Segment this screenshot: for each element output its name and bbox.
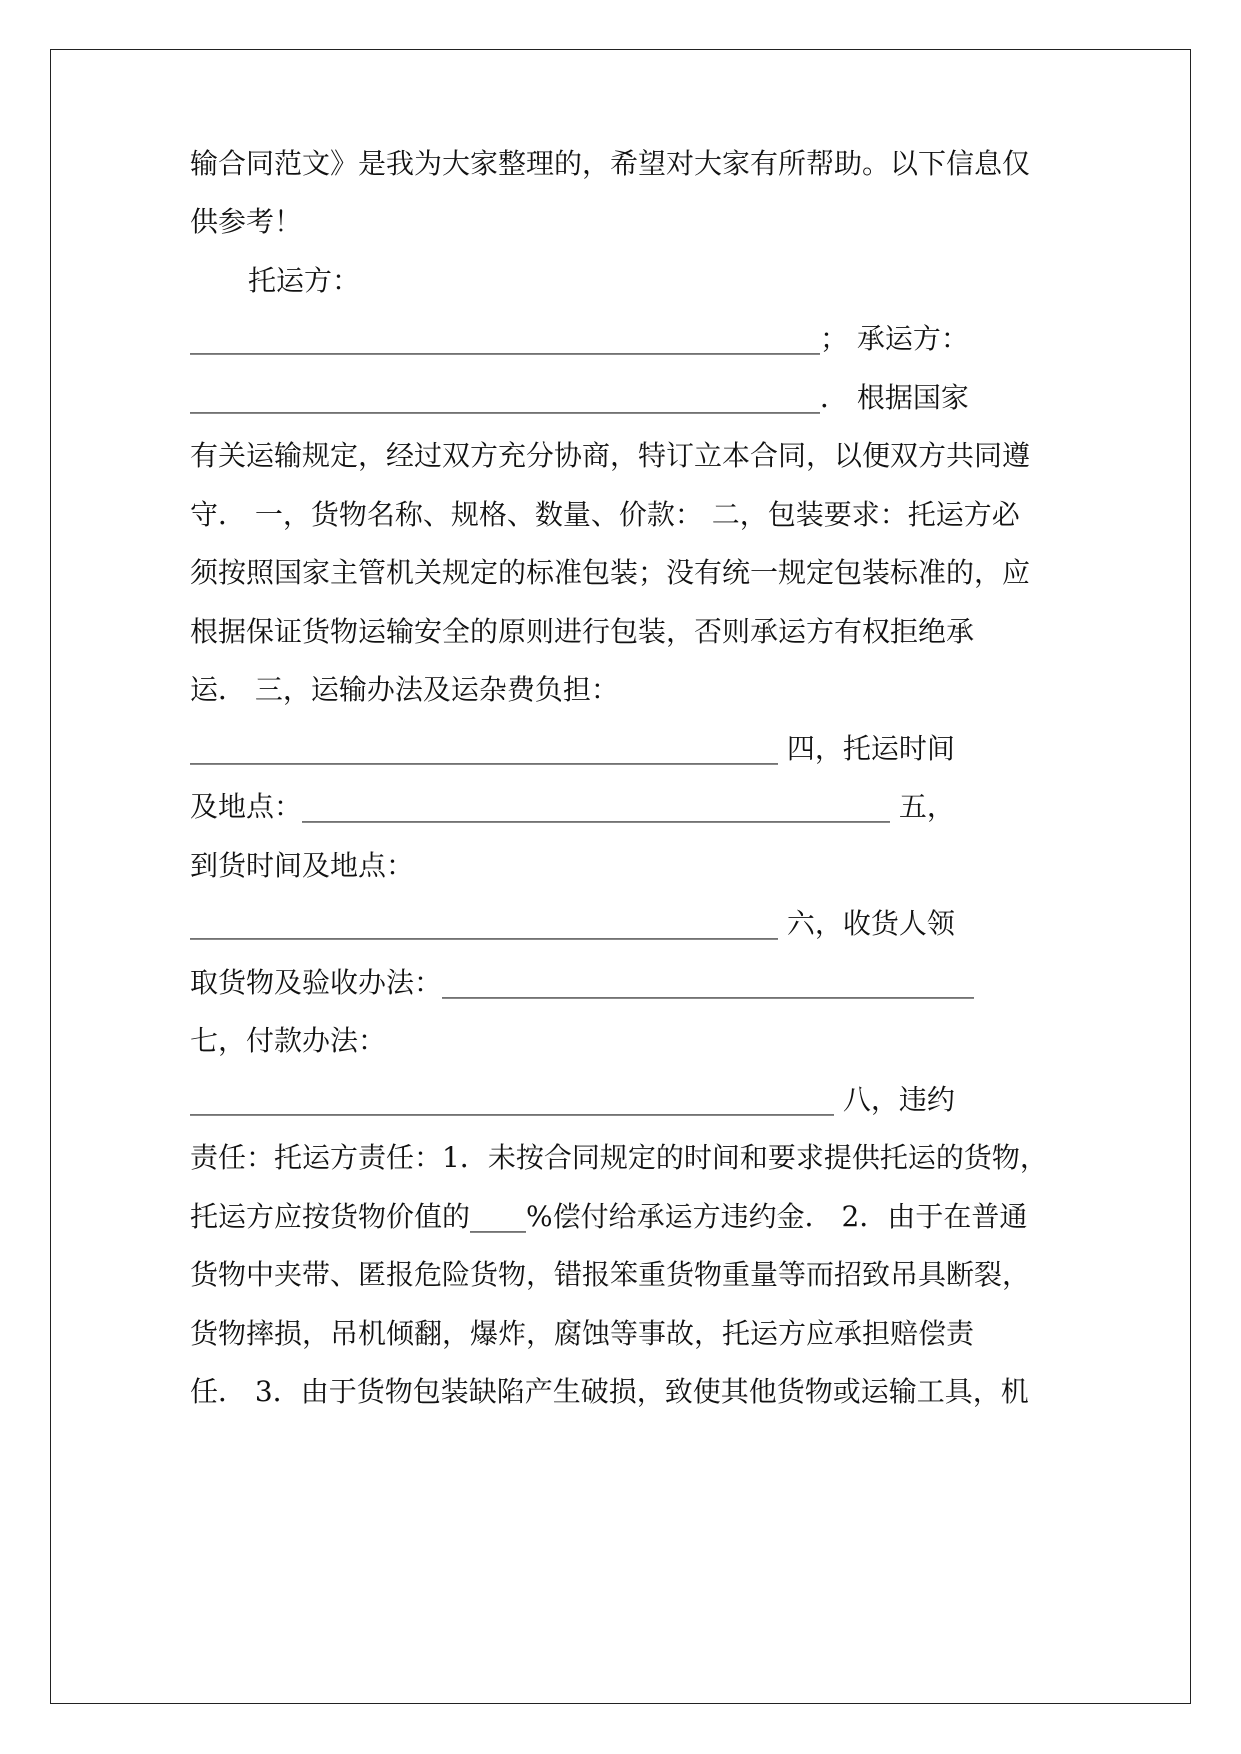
text-line: __________________________________________ 四，托运时间 bbox=[190, 732, 955, 765]
text-line: 到货时间及地点： bbox=[190, 849, 415, 882]
text-line: 有关运输规定，经过双方充分协商，特订立本合同，以便双方共同遵 bbox=[190, 439, 1031, 472]
text-line: 取货物及验收办法：______________________________________ bbox=[190, 966, 975, 999]
text-line: 七，付款办法： bbox=[190, 1024, 387, 1057]
text-line: 根据保证货物运输安全的原则进行包装，否则承运方有权拒绝承 bbox=[190, 615, 975, 648]
text-line: 货物中夹带、匿报危险货物，错报笨重货物重量等而招致吊具断裂， bbox=[190, 1258, 1031, 1291]
text-line: 托运方： bbox=[248, 264, 361, 297]
text-line: __________________________________________ 六，收货人领 bbox=[190, 907, 955, 940]
text-line: 货物摔损，吊机倾翻，爆炸，腐蚀等事故，托运方应承担赔偿责 bbox=[190, 1317, 975, 1350]
text-line: _____________________________________________； 承运方： bbox=[190, 322, 969, 355]
text-line: _____________________________________________． 根据国家 bbox=[190, 381, 969, 414]
text-line: 须按照国家主管机关规定的标准包装；没有统一规定包装标准的，应 bbox=[190, 556, 1031, 589]
text-line: 及地点：__________________________________________ 五， bbox=[190, 790, 955, 823]
text-line: 托运方应按货物价值的____%偿付给承运方违约金． 2．由于在普通 bbox=[190, 1200, 1028, 1233]
text-line: 责任：托运方责任：1．未按合同规定的时间和要求提供托运的货物， bbox=[190, 1141, 1048, 1174]
text-line: ______________________________________________ 八，违约 bbox=[190, 1083, 955, 1116]
text-line: 供参考！ bbox=[190, 205, 303, 238]
text-line: 守． 一，货物名称、规格、数量、价款： 二，包装要求：托运方必 bbox=[190, 498, 1020, 531]
text-line: 运． 三，运输办法及运杂费负担： bbox=[190, 673, 619, 706]
text-line: 输合同范文》是我为大家整理的，希望对大家有所帮助。以下信息仅 bbox=[190, 147, 1031, 180]
text-line: 任． 3．由于货物包装缺陷产生破损，致使其他货物或运输工具，机 bbox=[190, 1375, 1029, 1408]
